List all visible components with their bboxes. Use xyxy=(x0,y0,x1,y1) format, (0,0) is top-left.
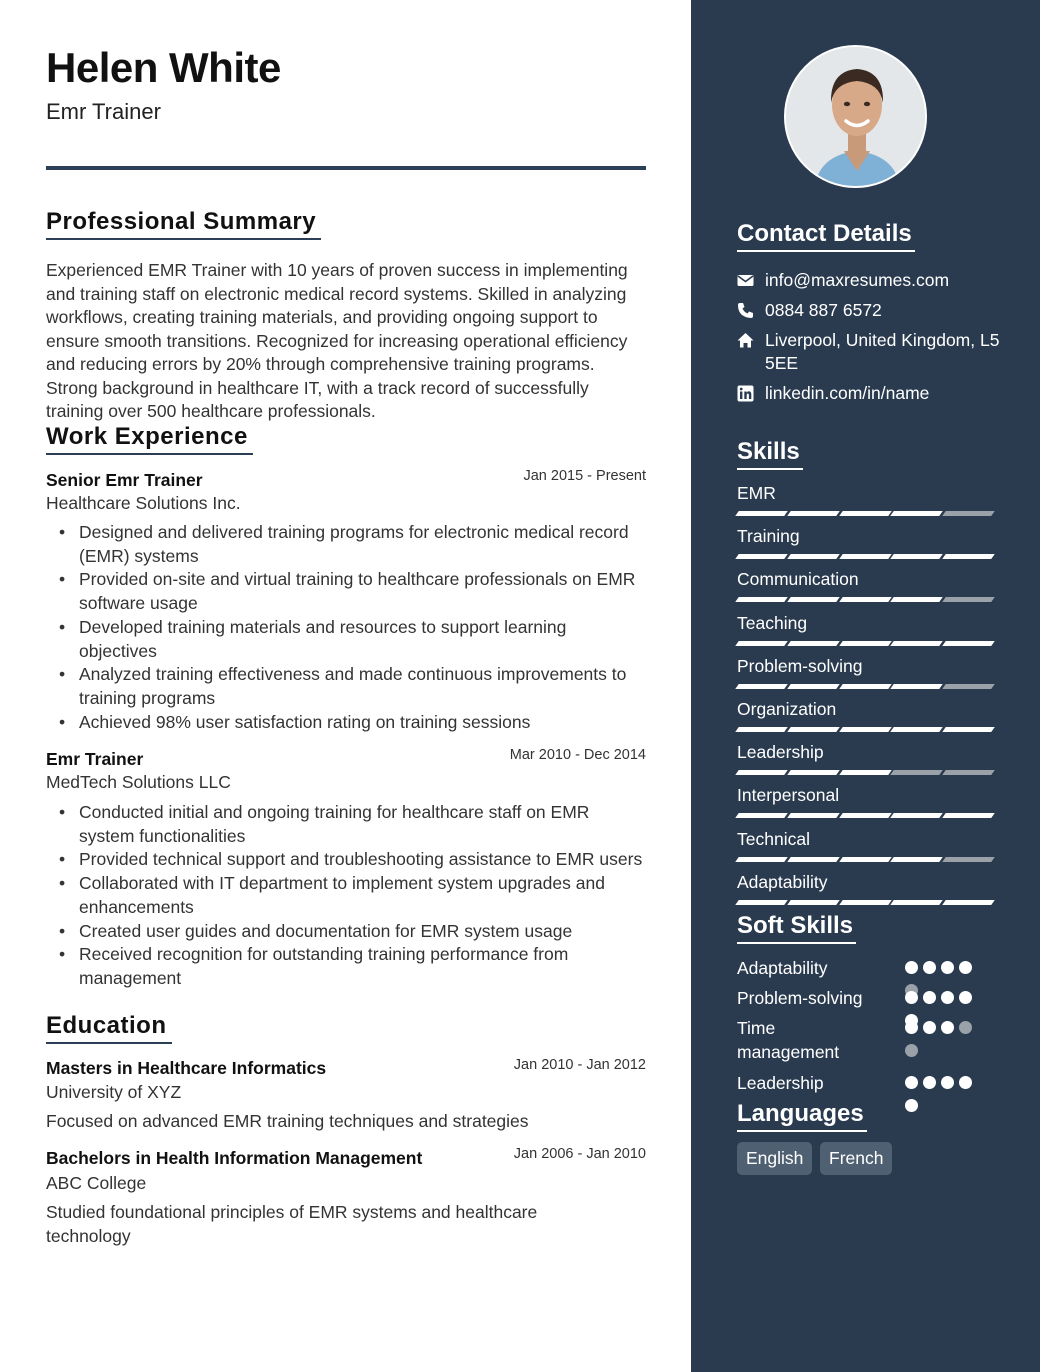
job-bullet: • Provided on-site and virtual training to healthcare professionals on EMR software usage xyxy=(79,568,649,615)
job-bullet: • Collaborated with IT department to implement system upgrades and enhancements xyxy=(79,872,649,919)
job-bullet: • Analyzed training effectiveness and made continuous improvements to training programs xyxy=(79,663,649,710)
skill-label: Leadership xyxy=(737,742,824,763)
degree-dates: Jan 2010 - Jan 2012 xyxy=(513,1057,646,1073)
header-divider xyxy=(46,166,646,170)
rating-dot xyxy=(941,1021,954,1034)
skill-level-segment xyxy=(891,597,943,602)
skill-level-segment xyxy=(787,597,839,602)
job-dates: Jan 2015 - Present xyxy=(523,468,646,484)
job-bullet: • Developed training materials and resources to support learning objectives xyxy=(79,616,649,663)
job-title: Senior Emr Trainer xyxy=(46,470,203,490)
skill-level-segment xyxy=(942,684,994,689)
contact-address xyxy=(737,329,1007,375)
soft-skill-label: Problem-solving xyxy=(737,988,863,1008)
skill-level-segment xyxy=(942,770,994,775)
skill-level-segment xyxy=(787,511,839,516)
job-bullet: • Achieved 98% user satisfaction rating on training sessions xyxy=(79,711,649,735)
skill-level-segment xyxy=(891,727,943,732)
skill-label: Training xyxy=(737,526,800,547)
skill-level-segment xyxy=(839,727,891,732)
skill-level-segment xyxy=(787,727,839,732)
skill-level-segment xyxy=(839,597,891,602)
skill-level-segment xyxy=(942,511,994,516)
skill-level-segment xyxy=(735,511,787,516)
job-bullet: • Received recognition for outstanding training performance from management xyxy=(79,943,649,990)
skill-level-bar xyxy=(737,597,993,603)
skill-level-segment xyxy=(891,641,943,646)
skill-label: EMR xyxy=(737,483,776,503)
skill-label: Problem-solving xyxy=(737,655,863,676)
skill-level-segment xyxy=(891,684,943,689)
skill-level-segment xyxy=(942,597,994,602)
job-bullet: • Conducted initial and ongoing training for healthcare staff on EMR system functionalities xyxy=(79,801,649,848)
skill-level-segment xyxy=(942,641,994,646)
skill-level-bar xyxy=(737,770,993,776)
linkedin-icon xyxy=(737,385,754,402)
language-pill: French xyxy=(820,1142,892,1175)
skill-level-segment xyxy=(942,554,994,559)
soft-skill-rating xyxy=(905,1021,977,1057)
skill-level-segment xyxy=(735,900,787,905)
rating-dot xyxy=(959,1021,972,1034)
skill-level-segment xyxy=(787,554,839,559)
degree-title: Bachelors in Health Information Management xyxy=(46,1148,423,1168)
rating-dot xyxy=(923,961,936,974)
skill-level-bar xyxy=(737,813,993,819)
skills-heading: Skills xyxy=(737,438,803,470)
phone-text: 0884 887 6572 xyxy=(765,300,882,320)
contact-linkedin[interactable] xyxy=(737,382,1007,405)
rating-dot xyxy=(905,991,918,1004)
skill-label: Teaching xyxy=(737,612,808,633)
soft-skill-label: Time management xyxy=(737,1018,840,1062)
skill-level-bar xyxy=(737,511,993,517)
rating-dot xyxy=(923,1076,936,1089)
skill-level-segment xyxy=(891,857,943,862)
skill-level-segment xyxy=(891,770,943,775)
skill-level-segment xyxy=(839,511,891,516)
skill-level-segment xyxy=(735,597,787,602)
experience-heading: Work Experience xyxy=(46,423,253,455)
skill-level-bar xyxy=(737,554,993,560)
skill-level-bar xyxy=(737,900,993,906)
soft-skill-label: Adaptability xyxy=(737,958,828,978)
soft-skills-heading: Soft Skills xyxy=(737,912,856,944)
skill-level-segment xyxy=(839,900,891,905)
skill-level-segment xyxy=(787,857,839,862)
job-company: MedTech Solutions LLC xyxy=(46,772,231,792)
address-text: Liverpool, United Kingdom, L5 5EE xyxy=(765,330,1000,373)
rating-dot xyxy=(959,1076,972,1089)
skill-level-segment xyxy=(735,684,787,689)
candidate-name: Helen White xyxy=(46,44,281,91)
skill-level-segment xyxy=(839,857,891,862)
skill-label: Interpersonal xyxy=(737,785,840,806)
skill-level-segment xyxy=(735,641,787,646)
skill-level-segment xyxy=(839,554,891,559)
rating-dot xyxy=(905,961,918,974)
rating-dot xyxy=(959,991,972,1004)
skill-level-segment xyxy=(942,900,994,905)
skill-level-segment xyxy=(735,813,787,818)
portrait-illustration xyxy=(786,47,927,188)
rating-dot xyxy=(905,1076,918,1089)
skill-level-segment xyxy=(735,770,787,775)
soft-skill-rating xyxy=(905,1076,977,1112)
contact-heading: Contact Details xyxy=(737,220,915,252)
skill-level-segment xyxy=(942,727,994,732)
home-icon xyxy=(737,332,754,349)
email-text: info@maxresumes.com xyxy=(765,270,950,290)
skill-level-segment xyxy=(787,684,839,689)
skill-label: Organization xyxy=(737,699,837,719)
skill-level-segment xyxy=(839,770,891,775)
skill-level-segment xyxy=(787,770,839,775)
rating-dot xyxy=(905,1044,918,1057)
rating-dot xyxy=(941,961,954,974)
job-bullet: • Provided technical support and troubleshooting assistance to EMR users xyxy=(79,848,649,872)
email-icon xyxy=(737,272,754,289)
job-bullet: • Designed and delivered training programs for electronic medical record (EMR) systems xyxy=(79,521,649,568)
rating-dot xyxy=(905,1021,918,1034)
skill-level-segment xyxy=(891,813,943,818)
skill-level-segment xyxy=(891,554,943,559)
skill-level-bar xyxy=(737,641,993,647)
soft-skill-label: Leadership xyxy=(737,1073,824,1093)
skill-level-segment xyxy=(735,727,787,732)
school-name: University of XYZ xyxy=(46,1082,182,1102)
language-pill: English xyxy=(737,1142,812,1175)
skill-level-segment xyxy=(787,813,839,818)
skill-level-segment xyxy=(942,813,994,818)
skill-label: Adaptability xyxy=(737,871,828,892)
candidate-title: Emr Trainer xyxy=(46,99,161,124)
degree-description: Studied foundational principles of EMR systems and healthcare technology xyxy=(46,1202,538,1246)
skill-level-segment xyxy=(735,554,787,559)
rating-dot xyxy=(959,961,972,974)
summary-text: Experienced EMR Trainer with 10 years of proven success in implementing and training staff on electronic medical record systems. Skilled in analyzing workflows, creating training materials, and providing ongoing support to ensure smooth transitions. Recognized for increasing operational efficiency and reducing errors by 20% through comprehensive training programs. Strong background in healthcare IT, with a track record of successfully training over 500 healthcare professionals. xyxy=(46,260,628,421)
skill-level-bar xyxy=(737,684,993,690)
sidebar xyxy=(691,0,1040,1372)
rating-dot xyxy=(923,991,936,1004)
rating-dot xyxy=(941,991,954,1004)
rating-dot xyxy=(923,1021,936,1034)
job-dates: Mar 2010 - Dec 2014 xyxy=(509,747,646,763)
degree-description: Focused on advanced EMR training techniques and strategies xyxy=(46,1111,529,1131)
job-bullet-list xyxy=(79,801,649,991)
skill-level-segment xyxy=(942,857,994,862)
skill-label: Technical xyxy=(737,828,810,849)
phone-icon xyxy=(737,302,754,319)
job-company: Healthcare Solutions Inc. xyxy=(46,493,241,513)
skill-level-bar xyxy=(737,727,993,733)
skill-level-segment xyxy=(839,641,891,646)
skill-level-segment xyxy=(787,900,839,905)
skill-level-segment xyxy=(839,813,891,818)
job-bullet: • Created user guides and documentation for EMR system usage xyxy=(79,920,649,944)
skill-label: Communication xyxy=(737,569,859,590)
skill-level-segment xyxy=(891,511,943,516)
linkedin-text: linkedin.com/in/name xyxy=(765,383,930,403)
job-bullet-list xyxy=(79,521,649,734)
profile-photo xyxy=(784,45,927,188)
rating-dot xyxy=(941,1076,954,1089)
skill-level-segment xyxy=(891,900,943,905)
job-title: Emr Trainer xyxy=(46,749,144,769)
education-heading: Education xyxy=(46,1012,172,1044)
skill-level-segment xyxy=(735,857,787,862)
skill-level-segment xyxy=(839,684,891,689)
contact-email[interactable] xyxy=(737,269,1007,292)
degree-title: Masters in Healthcare Informatics xyxy=(46,1058,327,1078)
summary-heading: Professional Summary xyxy=(46,208,321,240)
skill-level-segment xyxy=(787,641,839,646)
degree-dates: Jan 2006 - Jan 2010 xyxy=(513,1146,646,1162)
contact-phone[interactable] xyxy=(737,299,1007,322)
languages-heading: Languages xyxy=(737,1100,867,1132)
school-name: ABC College xyxy=(46,1173,147,1193)
rating-dot xyxy=(905,1099,918,1112)
skill-level-bar xyxy=(737,857,993,863)
